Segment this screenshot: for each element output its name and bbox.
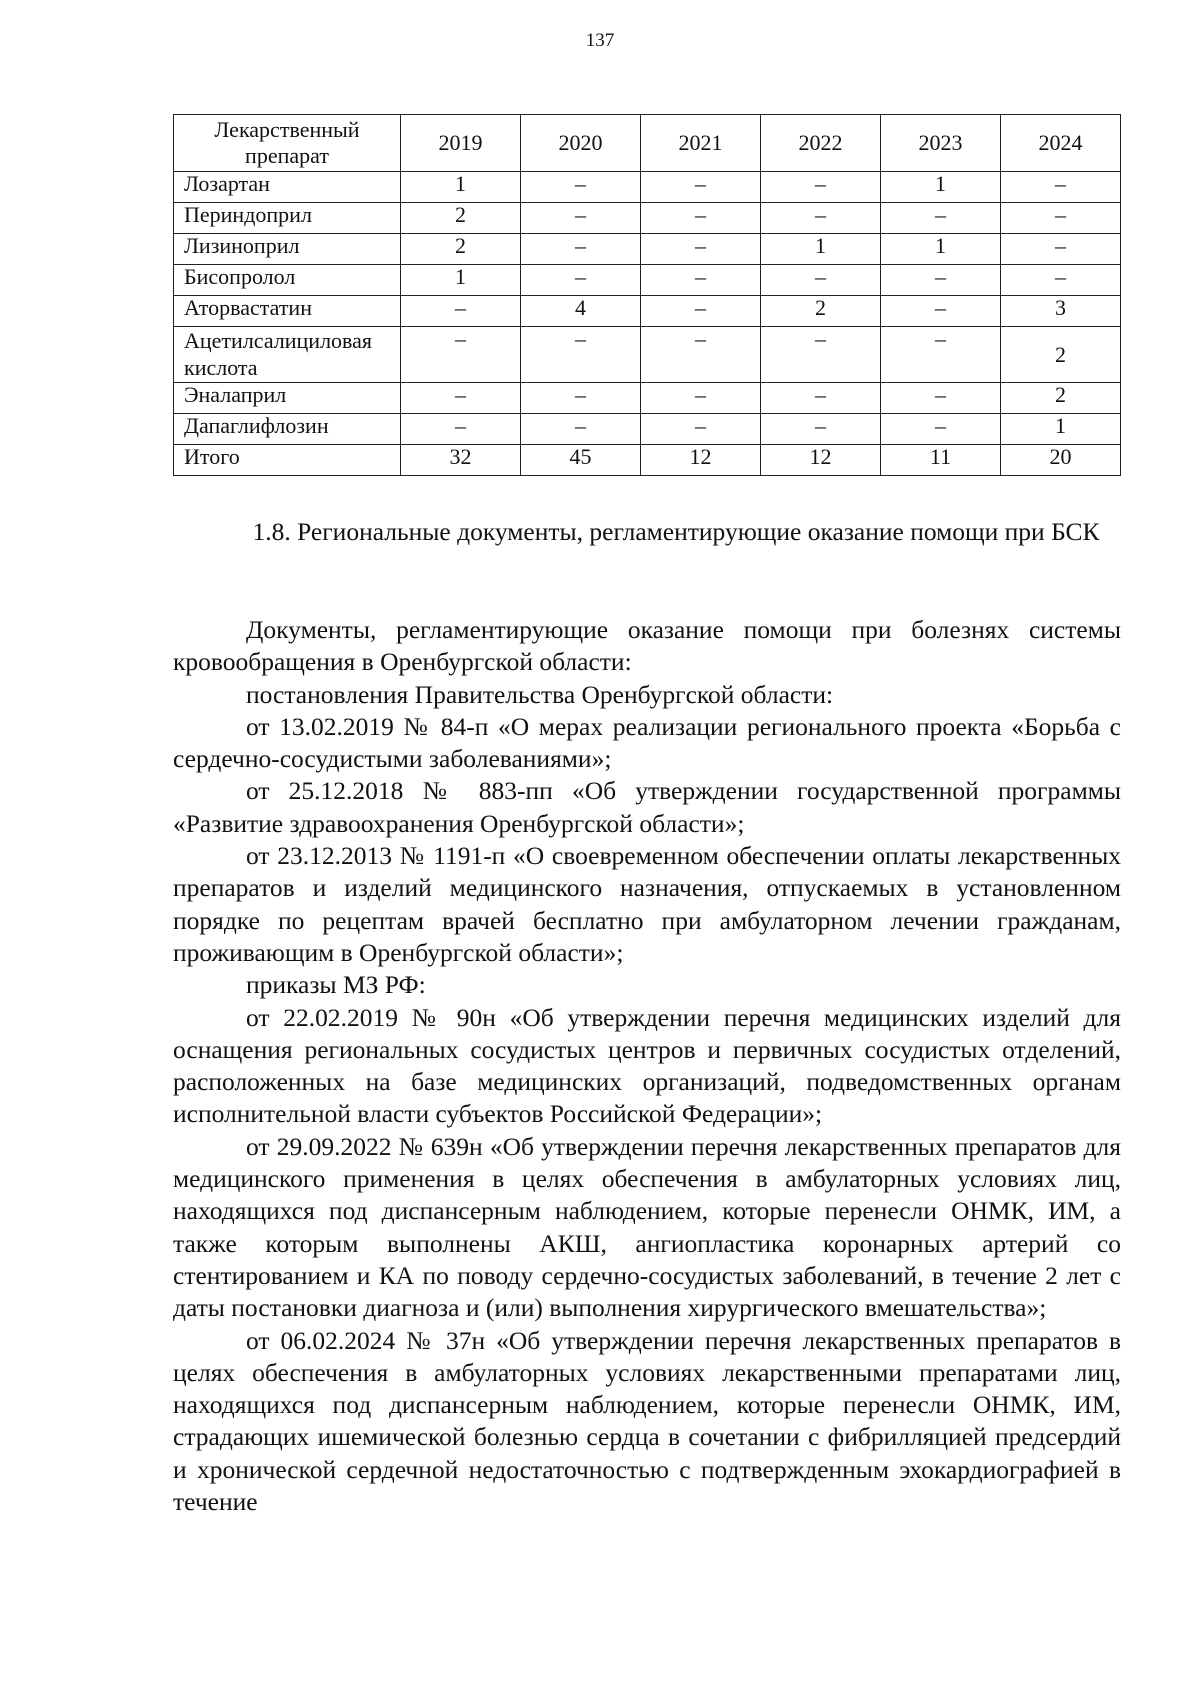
table-row xyxy=(174,234,1121,265)
table-cell: 11 xyxy=(881,445,1001,476)
table-cell: – xyxy=(401,414,521,445)
table-cell: – xyxy=(761,203,881,234)
table-cell: – xyxy=(881,296,1001,327)
drug-name: Бисопролол xyxy=(174,265,401,296)
table-cell: – xyxy=(641,296,761,327)
drug-name: Периндоприл xyxy=(174,203,401,234)
paragraph: приказы МЗ РФ: xyxy=(246,970,426,1000)
table-cell: 1 xyxy=(761,234,881,265)
table-cell: 2 xyxy=(761,296,881,327)
table-cell: 4 xyxy=(521,296,641,327)
drug-name: Дапаглифлозин xyxy=(174,414,401,445)
paragraph: от 25.12.2018 № 883-пп «Об утверждении государственной программы «Развитие здравоохранения Оренбургской области»; xyxy=(173,776,1121,838)
table-cell: – xyxy=(1001,265,1121,296)
table-cell: – xyxy=(761,327,881,383)
table-cell: 12 xyxy=(761,445,881,476)
table-cell: 2 xyxy=(401,203,521,234)
table-cell: – xyxy=(521,414,641,445)
paragraph: от 22.02.2019 № 90н «Об утверждении перечня медицинских изделий для оснащения региональных сосудистых центров и первичных сосудистых отделений, расположенных на базе медицинских организаций, подведомственных органам исполнительной власти субъектов Российской Федерации»; xyxy=(173,1002,1121,1129)
header-year: 2022 xyxy=(761,115,881,172)
table-cell: – xyxy=(641,265,761,296)
drug-name: Ацетилсалициловая кислота xyxy=(174,327,401,383)
paragraph: от 29.09.2022 № 639н «Об утверждении перечня лекарственных препаратов для медицинского применения в целях обеспечения в амбулаторных условиях лиц, находящихся под диспансерным наблюдением, которые перенесли ОНМК, ИМ, а также которым выполнены АКШ, ангиопластика коронарных артерий со стентированием и КА по поводу сердечно-сосудистых заболеваний, в течение 2 лет с даты постановки диагноза и (или) выполнения хирургического вмешательства»; xyxy=(173,1131,1121,1323)
table-cell: 32 xyxy=(401,445,521,476)
table-cell: – xyxy=(521,383,641,414)
header-drug: Лекарственный препарат xyxy=(174,115,401,172)
header-year: 2023 xyxy=(881,115,1001,172)
paragraph: от 06.02.2024 № 37н «Об утверждении перечня лекарственных препаратов в целях обеспечения в амбулаторных условиях лекарственными препаратами лиц, находящихся под диспансерным наблюдением, которые перенесли ОНМК, ИМ, страдающих ишемической болезнью сердца в сочетании с фибрилляцией предсердий и хронической сердечной недостаточностью с подтвержденным эхокардиографией в течение xyxy=(173,1325,1121,1517)
table-cell: – xyxy=(881,414,1001,445)
table-row xyxy=(174,414,1121,445)
table-cell: – xyxy=(881,327,1001,383)
table-cell: – xyxy=(401,383,521,414)
header-year: 2020 xyxy=(521,115,641,172)
table-cell: – xyxy=(521,172,641,203)
page-number: 137 xyxy=(585,30,615,51)
table-row xyxy=(174,172,1121,203)
table-cell: – xyxy=(641,234,761,265)
table-cell: – xyxy=(761,172,881,203)
table-cell: – xyxy=(641,172,761,203)
drug-name: Лизиноприл xyxy=(174,234,401,265)
table-cell: – xyxy=(521,234,641,265)
table-header-row xyxy=(174,115,1121,172)
table-cell: – xyxy=(881,203,1001,234)
table-cell: 2 xyxy=(401,234,521,265)
table-cell: – xyxy=(401,327,521,383)
table-cell: 2 xyxy=(1001,327,1121,383)
table-cell: 1 xyxy=(881,172,1001,203)
table-total-row xyxy=(174,445,1121,476)
drug-name: Эналаприл xyxy=(174,383,401,414)
table-cell: – xyxy=(641,383,761,414)
total-label: Итого xyxy=(174,445,401,476)
table-cell: – xyxy=(761,383,881,414)
paragraph: от 13.02.2019 № 84-п «О мерах реализации регионального проекта «Борьба с сердечно-сосудистыми заболеваниями»; xyxy=(173,711,1121,774)
paragraph: постановления Правительства Оренбургской области: xyxy=(246,679,834,709)
table-cell: – xyxy=(521,203,641,234)
header-year: 2021 xyxy=(641,115,761,172)
table-cell: – xyxy=(1001,203,1121,234)
header-year: 2019 xyxy=(401,115,521,172)
table-cell: – xyxy=(521,265,641,296)
paragraph: Документы, регламентирующие оказание помощи при болезнях системы кровообращения в Оренбургской области: xyxy=(173,615,1121,677)
table-cell: – xyxy=(401,296,521,327)
paragraph: от 23.12.2013 № 1191-п «О своевременном обеспечении оплаты лекарственных препаратов и изделий медицинского назначения, отпускаемых в установленном порядке по рецептам врачей бесплатно при амбулаторном лечении гражданам, проживающим в Оренбургской области»; xyxy=(173,841,1121,967)
table-row xyxy=(174,265,1121,296)
drug-name: Лозартан xyxy=(174,172,401,203)
table-cell: 1 xyxy=(881,234,1001,265)
table-row xyxy=(174,327,1121,383)
header-year: 2024 xyxy=(1001,115,1121,172)
table-cell: – xyxy=(641,414,761,445)
table-cell: – xyxy=(761,265,881,296)
table-cell: – xyxy=(1001,234,1121,265)
table-cell: – xyxy=(1001,172,1121,203)
drug-name: Аторвастатин xyxy=(174,296,401,327)
table-cell: 20 xyxy=(1001,445,1121,476)
table-cell: – xyxy=(641,203,761,234)
section-heading: 1.8. Региональные документы, регламентирующие оказание помощи при БСК xyxy=(252,517,1100,546)
drug-table xyxy=(173,114,1121,476)
table-cell: – xyxy=(521,327,641,383)
table-cell: 12 xyxy=(641,445,761,476)
table-cell: – xyxy=(761,414,881,445)
table-cell: 1 xyxy=(401,172,521,203)
table-cell: 2 xyxy=(1001,383,1121,414)
table-row xyxy=(174,203,1121,234)
table-cell: – xyxy=(641,327,761,383)
table-cell: 1 xyxy=(1001,414,1121,445)
table-cell: 1 xyxy=(401,265,521,296)
table-row xyxy=(174,296,1121,327)
table-row xyxy=(174,383,1121,414)
table-cell: 45 xyxy=(521,445,641,476)
table-cell: – xyxy=(881,265,1001,296)
table-cell: 3 xyxy=(1001,296,1121,327)
body-text xyxy=(173,614,1121,1518)
table-cell: – xyxy=(881,383,1001,414)
